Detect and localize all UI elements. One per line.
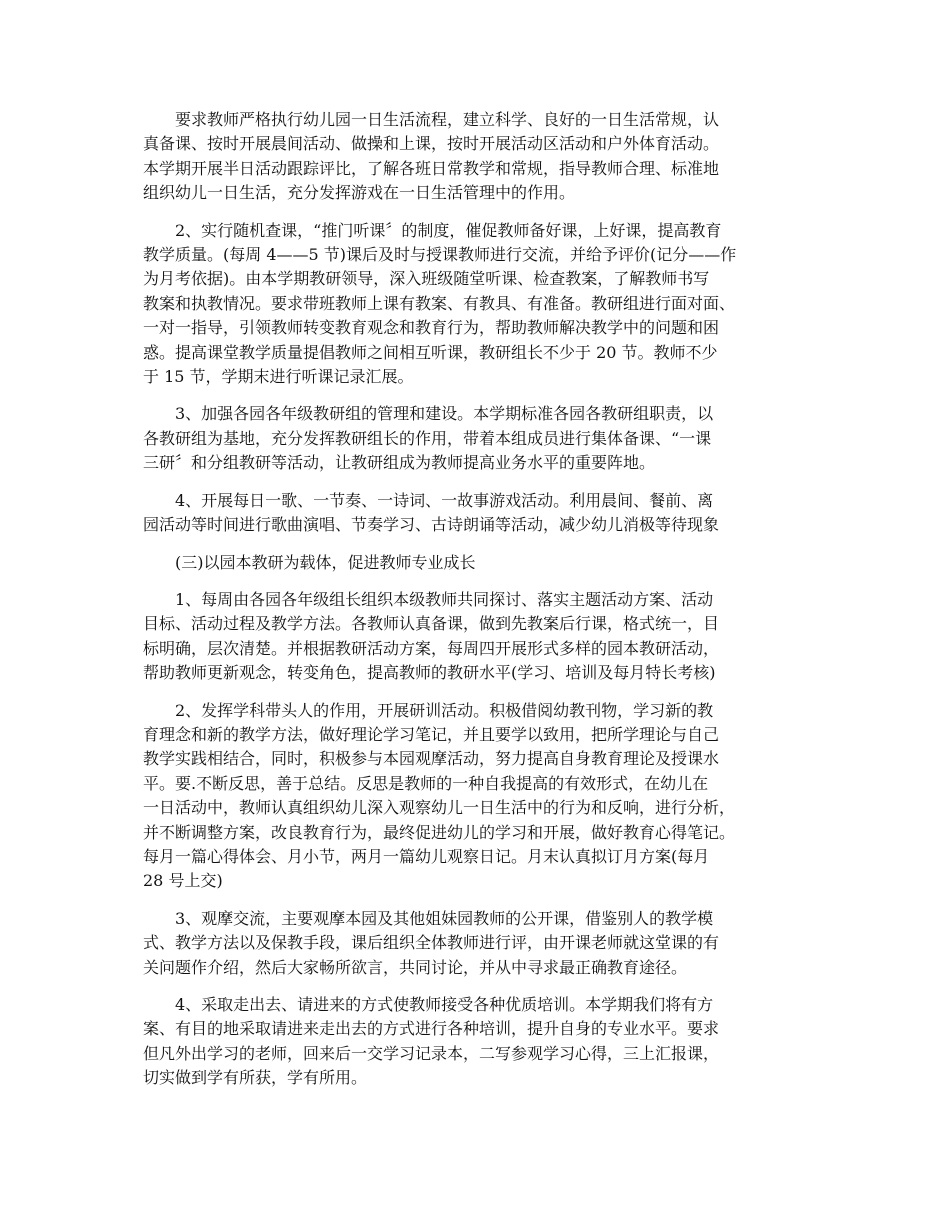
text-line: 4、采取走出去、请进来的方式使教师接受各种优质培训。本学期我们将有方: [175, 995, 714, 1014]
text-line: 三研〞和分组教研等活动，让教研组成为教师提高业务水平的重要阵地。: [143, 453, 656, 473]
text-line: 教学实践相结合，同时，积极参与本园观摩活动，努力提高自身教育理论及授课水: [143, 749, 720, 769]
text-line: 各教研组为基地，充分发挥教研组长的作用，带着本组成员进行集体备课、“一课: [143, 428, 712, 448]
text-line: 帮助教师更新观念，转变角色，提高教师的教研水平(学习、培训及每月特长考核): [143, 663, 716, 683]
text-line: 教学质量。(每周 4——5 节)课后及时与授课教师进行交流，并给予评价(记分——作: [143, 245, 737, 265]
paragraph-subject-leaders: [143, 699, 815, 894]
text-line: 28 号上交): [143, 871, 223, 891]
text-line: 一对一指导，引领教师转变教育观念和教育行为，帮助教师解决教学中的问题和困: [143, 318, 720, 338]
text-line: 并不断调整方案，改良教育行为，最终促进幼儿的学习和开展，做好教育心得笔记。: [143, 822, 736, 842]
text-line: 本学期开展半日活动跟踪评比，了解各班日常教学和常规，指导教师合理、标准地: [143, 158, 720, 178]
paragraph-daily-routine: [143, 108, 815, 206]
text-line: 要求教师严格执行幼儿园一日生活流程，建立科学、良好的一日生活常规，认: [175, 110, 720, 129]
paragraph-weekly-grade-research: [143, 588, 815, 686]
text-line: 案、有目的地采取请进来走出去的方式进行各种培训，提升自身的专业水平。要求: [143, 1019, 720, 1039]
paragraph-research-groups: [143, 402, 815, 475]
text-line: 园活动等时间进行歌曲演唱、节奏学习、古诗朗诵等活动，减少幼儿消极等待现象: [143, 515, 720, 535]
text-line: 育理念和新的教学方法，做好理论学习笔记，并且要学以致用，把所学理论与自己: [143, 724, 720, 744]
text-line: (三)以园本教研为载体，促进教师专业成长: [175, 552, 476, 572]
text-line: 为月考依据)。由本学期教研领导，深入班级随堂听课、检查教案，了解教师书写: [143, 269, 710, 289]
text-line: 教案和执教情况。要求带班教师上课有教案、有教具、有准备。教研组进行面对面、: [143, 293, 736, 313]
paragraph-observation-exchange: [143, 907, 815, 980]
text-line: 2、发挥学科带头人的作用，开展研训活动。积极借阅幼教刊物，学习新的教: [175, 700, 714, 720]
text-line: 惑。提高课堂教学质量提倡教师之间相互听课，教研组长不少于 20 节。教师不少: [143, 342, 718, 362]
text-line: 目标、活动过程及教学方法。各教师认真备课，做到先教案后行课，格式统一，目: [143, 614, 720, 634]
text-line: 平。要.不断反思，善于总结。反思是教师的一种自我提高的有效形式，在幼儿在: [143, 773, 709, 793]
text-line: 标明确，层次清楚。并根据教研活动方案，每周四开展形式多样的园本教研活动，: [143, 638, 720, 658]
text-line: 3、加强各园各年级教研组的管理和建设。本学期标准各园各教研组职责，以: [175, 404, 714, 424]
text-line: 1、每周由各园各年级组长组织本级教师共同探讨、落实主题活动方案、活动: [175, 589, 714, 609]
text-line: 组织幼儿一日生活，充分发挥游戏在一日生活管理中的作用。: [143, 183, 576, 203]
text-line: 3、观摩交流，主要观摩本园及其他姐妹园教师的公开课，借鉴别人的教学模: [175, 908, 714, 928]
paragraph-random-class-inspection: [143, 219, 815, 390]
document-body: [143, 108, 815, 1104]
text-line: 于 15 节，学期末进行听课记录汇展。: [143, 367, 414, 387]
text-line: 式、教学方法以及保教手段，课后组织全体教师进行评，由开课老师就这堂课的有: [143, 933, 720, 953]
paragraph-daily-song-activities: [143, 489, 815, 538]
text-line: 真备课、按时开展晨间活动、做操和上课，按时开展活动区活动和户外体育活动。: [143, 134, 720, 154]
text-line: 一日活动中，教师认真组织幼儿深入观察幼儿一日生活中的行为和反响，进行分析，: [143, 798, 736, 818]
text-line: 每月一篇心得体会、月小节，两月一篇幼儿观察日记。月末认真拟订月方案(每月: [143, 846, 710, 866]
text-line: 但凡外出学习的老师，回来后一交学习记录本，二写参观学习心得，三上汇报课，: [143, 1043, 720, 1063]
text-line: 2、实行随机查课，“推门听课〞的制度，催促教师备好课，上好课，提高教育: [175, 220, 722, 240]
text-line: 切实做到学有所获，学有所用。: [143, 1068, 368, 1088]
text-line: 4、开展每日一歌、一节奏、一诗词、一故事游戏活动。利用晨间、餐前、离: [175, 490, 714, 510]
text-line: 关问题作介绍，然后大家畅所欲言，共同讨论，并从中寻求最正确教育途径。: [143, 957, 688, 977]
paragraph-training: [143, 993, 815, 1091]
section-heading: [143, 551, 815, 575]
